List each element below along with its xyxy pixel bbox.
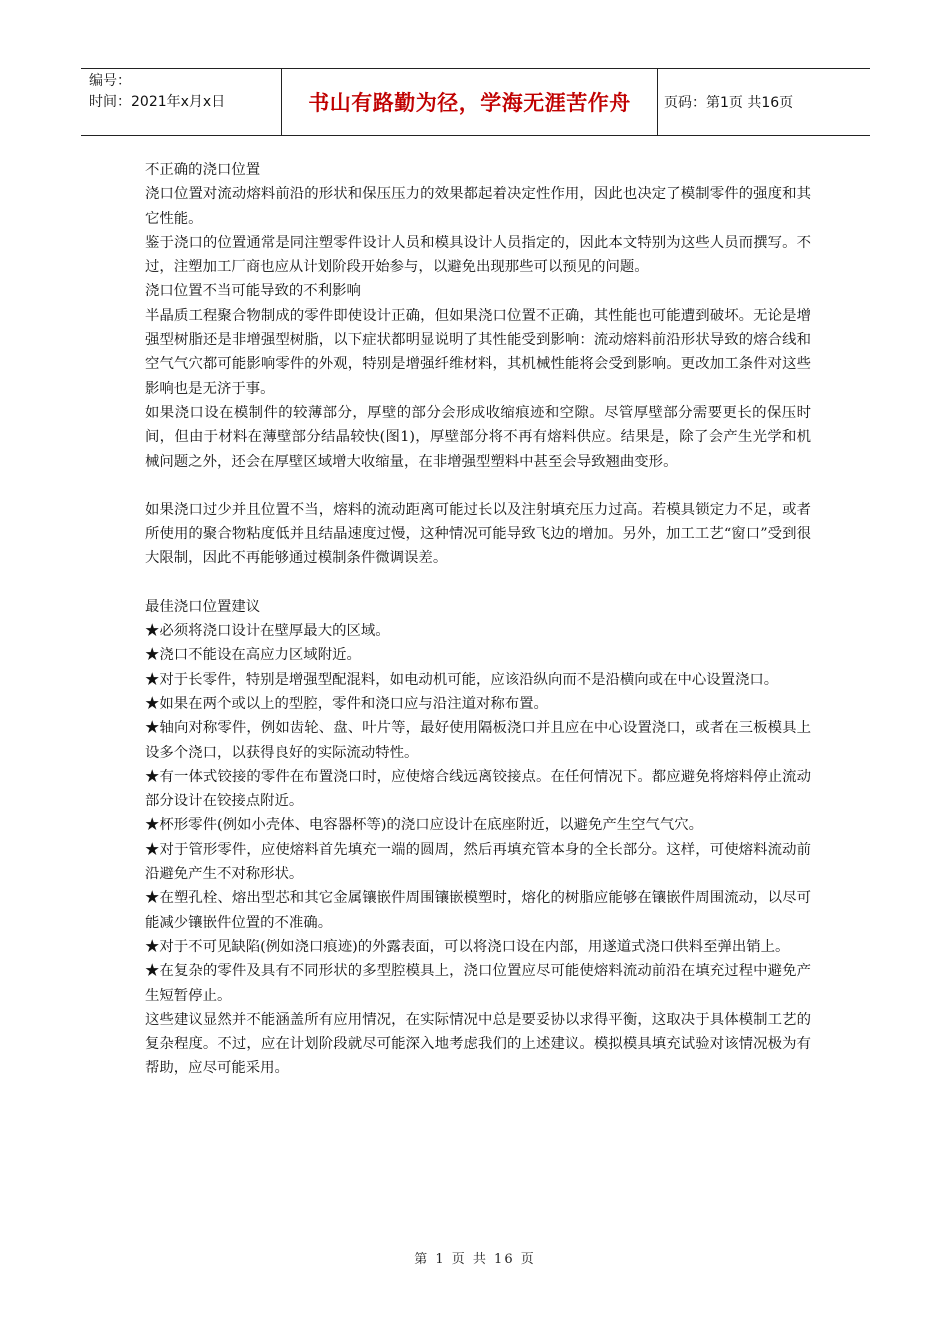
bullet-item: ★对于长零件，特别是增强型配混料，如电动机可能，应该沿纵向而不是沿横向或在中心设置浇口。 — [145, 671, 779, 688]
bullet-item: ★如果在两个或以上的型腔，零件和浇口应与沿注道对称布置。 — [145, 695, 548, 712]
bullet-item: ★在塑孔栓、熔出型芯和其它金属镶嵌件周围镶嵌模塑时，熔化的树脂应能够在镶嵌件周围流动，以尽可能减少镶嵌件位置的不准确。 — [145, 890, 811, 931]
bullet-item: ★在复杂的零件及具有不同形状的多型腔模具上，浇口位置应尽可能使熔料流动前沿在填充过程中避免产生短暂停止。 — [145, 963, 811, 1004]
section-title-incorrect-gate: 不正确的浇口位置 — [145, 162, 261, 178]
serial-number-label: 编号： — [89, 73, 131, 89]
paragraph: 如果浇口过少并且位置不当，熔料的流动距离可能过长以及注射填充压力过高。若模具锁定力不足，或者所使用的聚合物粘度低并且结晶速度过慢，这种情况可能导致飞边的增加。另外，加工工艺“窗口”受到很大限制，因此不再能够通过模制条件微调误差。 — [145, 501, 811, 567]
blank-line — [145, 474, 811, 498]
header-motto: 书山有路勤为径，学海无涯苦作舟 — [282, 69, 658, 135]
header-page-info: 页码：第1页 共16页 — [664, 95, 794, 111]
paragraph: 浇口位置对流动熔料前沿的形状和保压压力的效果都起着决定性作用，因此也决定了模制零件的强度和其它性能。 — [145, 186, 811, 227]
header-meta — [81, 69, 282, 135]
document-header — [81, 68, 870, 136]
bullet-item: ★杯形零件(例如小壳体、电容器杯等)的浇口应设计在底座附近，以避免产生空气气穴。 — [145, 817, 704, 834]
bullet-item: ★对于不可见缺陷(例如浇口痕迹)的外露表面，可以将浇口设在内部，用遂道式浇口供料至弹出销上。 — [145, 938, 790, 955]
bullet-item: ★浇口不能设在高应力区域附近。 — [145, 647, 361, 664]
bullet-item: ★必须将浇口设计在壁厚最大的区域。 — [145, 623, 390, 640]
bullet-item: ★轴向对称零件，例如齿轮、盘、叶片等，最好使用隔板浇口并且应在中心设置浇口，或者在三板模具上设多个浇口，以获得良好的实际流动特性。 — [145, 720, 811, 761]
date-label: 时间：2021年x月x日 — [89, 94, 226, 110]
bullet-item: ★有一体式铰接的零件在布置浇口时，应使熔合线远离铰接点。在任何情况下。都应避免将熔料停止流动部分设计在铰接点附近。 — [145, 768, 811, 810]
blank-line — [145, 571, 811, 595]
paragraph: 鉴于浇口的位置通常是同注塑零件设计人员和模具设计人员指定的，因此本文特别为这些人员而撰写。不过，注塑加工厂商也应从计划阶段开始参与，以避免出现那些可以预见的问题。 — [145, 234, 811, 276]
document-body — [145, 158, 811, 1081]
paragraph: 半晶质工程聚合物制成的零件即使设计正确，但如果浇口位置不正确，其性能也可能遭到破坏。无论是增强型树脂还是非增强型树脂，以下症状都明显说明了其性能受到影响：流动熔料前沿形状导致的熔合线和空气气穴都可能影响零件的外观，特别是增强纤维材料，其机械性能将会受到影响。更改加工条件对这些影响也是无济于事。 — [145, 307, 811, 397]
section-title-best-gate: 最佳浇口位置建议 — [145, 598, 261, 615]
paragraph: 如果浇口设在模制件的较薄部分，厚壁的部分会形成收缩痕迹和空隙。尽管厚壁部分需要更长的保压时间，但由于材料在薄壁部分结晶较快(图1)，厚壁部分将不再有熔料供应。结果是，除了会产生光学和机械问题之外，还会在厚壁区域增大收缩量，在非增强型塑料中甚至会导致翘曲变形。 — [145, 404, 811, 470]
paragraph: 这些建议显然并不能涵盖所有应用情况，在实际情况中总是要妥协以求得平衡，这取决于具体模制工艺的复杂程度。不过，应在计划阶段就尽可能深入地考虑我们的上述建议。模拟模具填充试验对该情况极为有帮助，应尽可能采用。 — [145, 1011, 811, 1077]
page-footer: 第 1 页 共 16 页 — [414, 1252, 536, 1267]
bullet-item: ★对于管形零件，应使熔料首先填充一端的圆周，然后再填充管本身的全长部分。这样，可使熔料流动前沿避免产生不对称形状。 — [145, 841, 811, 883]
section-title-adverse-effects: 浇口位置不当可能导致的不利影响 — [145, 283, 361, 300]
